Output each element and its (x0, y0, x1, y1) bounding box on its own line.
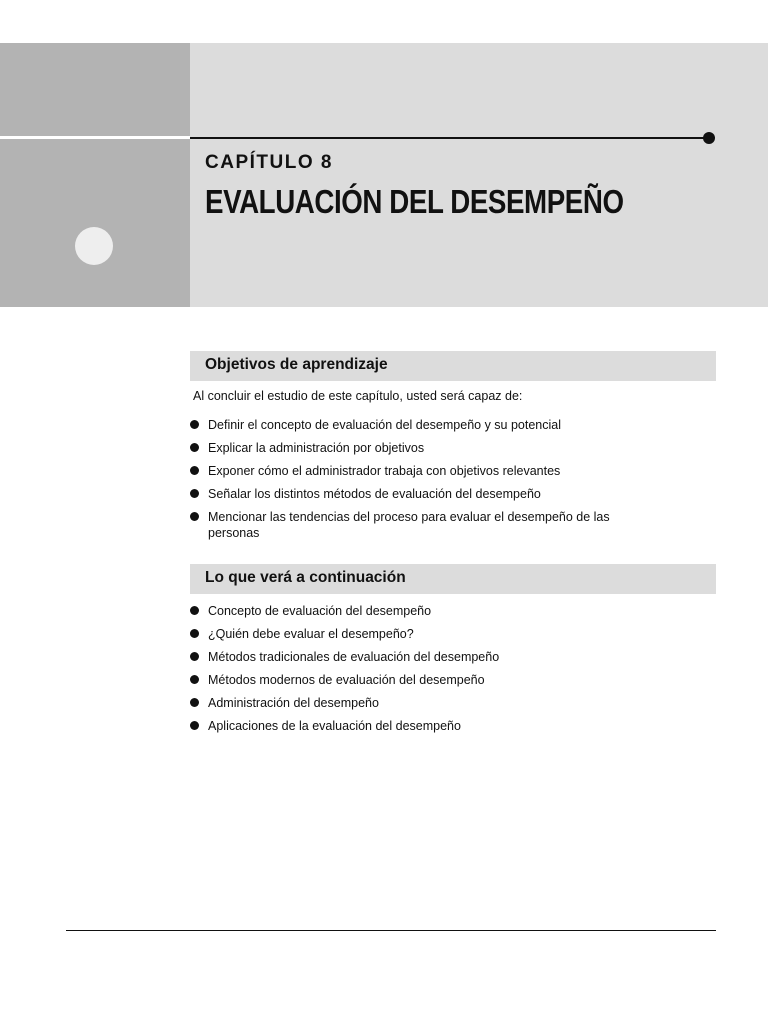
chapter-rule-line (190, 137, 708, 139)
bullet-icon (190, 629, 199, 638)
bullet-icon (190, 698, 199, 707)
list-item (190, 440, 620, 456)
list-item (190, 718, 620, 734)
header-side-block (0, 43, 190, 307)
content-text: Aplicaciones de la evaluación del desempeño (208, 719, 461, 733)
list-item (190, 603, 620, 619)
footer-rule (66, 930, 716, 931)
bullet-icon (190, 489, 199, 498)
bullet-icon (190, 512, 199, 521)
contents-list (190, 603, 620, 741)
bullet-icon (190, 721, 199, 730)
list-item (190, 463, 620, 479)
list-item (190, 649, 620, 665)
contents-section-bar (190, 564, 716, 594)
content-text: Administración del desempeño (208, 696, 379, 710)
list-item (190, 626, 620, 642)
chapter-title: EVALUACIÓN DEL DESEMPEÑO (205, 183, 624, 220)
list-item (190, 486, 620, 502)
list-item (190, 417, 620, 433)
contents-heading: Lo que verá a continuación (205, 569, 406, 586)
objectives-heading: Objetivos de aprendizaje (205, 356, 388, 373)
objective-text: Señalar los distintos métodos de evaluación del desempeño (208, 487, 541, 501)
objective-text: Mencionar las tendencias del proceso para evaluar el desempeño de las personas (208, 510, 610, 540)
objective-text: Explicar la administración por objetivos (208, 441, 425, 455)
rule-end-dot (703, 132, 715, 144)
decorative-circle (75, 227, 113, 265)
list-item (190, 695, 620, 711)
chapter-label: CAPÍTULO 8 (205, 152, 333, 173)
objectives-section-bar (190, 351, 716, 381)
bullet-icon (190, 652, 199, 661)
objective-text: Definir el concepto de evaluación del desempeño y su potencial (208, 418, 562, 432)
side-block-divider (0, 136, 190, 139)
content-text: Métodos modernos de evaluación del desempeño (208, 673, 485, 687)
bullet-icon (190, 443, 199, 452)
objectives-intro: Al concluir el estudio de este capítulo, usted será capaz de: (193, 389, 523, 403)
objective-text: Exponer cómo el administrador trabaja con objetivos relevantes (208, 464, 561, 478)
bullet-icon (190, 466, 199, 475)
bullet-icon (190, 675, 199, 684)
bullet-icon (190, 420, 199, 429)
bullet-icon (190, 606, 199, 615)
content-text: Concepto de evaluación del desempeño (208, 604, 432, 618)
list-item (190, 672, 620, 688)
content-text: ¿Quién debe evaluar el desempeño? (208, 627, 414, 641)
content-text: Métodos tradicionales de evaluación del desempeño (208, 650, 500, 664)
objectives-list (190, 417, 620, 548)
list-item (190, 509, 620, 541)
